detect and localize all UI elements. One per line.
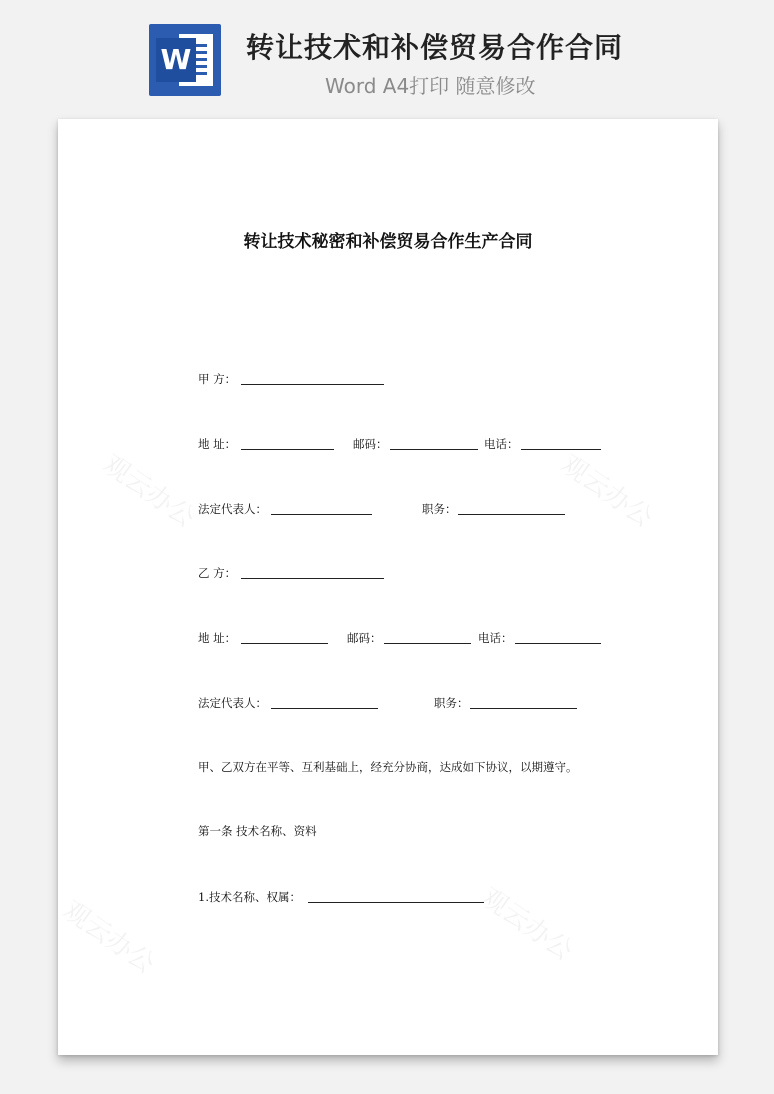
banner-subtitle: Word A4打印 随意修改 bbox=[325, 74, 536, 98]
watermark: 观云办公 bbox=[555, 449, 658, 534]
party-a-postcode-label: 邮码： bbox=[353, 437, 388, 451]
party-a-postcode-blank[interactable] bbox=[390, 449, 478, 450]
party-a-blank[interactable] bbox=[241, 384, 384, 385]
party-b-position-label: 职务： bbox=[434, 696, 469, 710]
party-b-phone-blank[interactable] bbox=[515, 643, 601, 644]
party-b-address-blank[interactable] bbox=[241, 643, 328, 644]
banner-title: 转让技术和补偿贸易合作合同 bbox=[246, 31, 624, 64]
document-title: 转让技术秘密和补偿贸易合作生产合同 bbox=[243, 232, 533, 252]
party-a-phone-label: 电话： bbox=[484, 437, 519, 451]
party-b-phone-label: 电话： bbox=[478, 631, 513, 645]
party-a-label: 甲 方： bbox=[198, 372, 237, 386]
watermark: 观云办公 bbox=[97, 449, 200, 534]
party-b-postcode-blank[interactable] bbox=[384, 643, 471, 644]
article-1-heading: 第一条 技术名称、资料 bbox=[198, 824, 317, 838]
party-b-position-blank[interactable] bbox=[470, 708, 577, 709]
party-b-address-label: 地 址： bbox=[198, 631, 237, 645]
word-letter: W bbox=[156, 38, 196, 82]
party-a-rep-label: 法定代表人： bbox=[198, 502, 267, 516]
word-document-icon bbox=[149, 24, 221, 96]
item-1-blank[interactable] bbox=[308, 902, 484, 903]
party-b-rep-blank[interactable] bbox=[271, 708, 378, 709]
document-page bbox=[58, 119, 718, 1055]
item-1-label: 1.技术名称、权属： bbox=[198, 890, 301, 904]
party-b-rep-label: 法定代表人： bbox=[198, 696, 267, 710]
watermark: 观云办公 bbox=[57, 895, 160, 980]
party-a-phone-blank[interactable] bbox=[521, 449, 601, 450]
banner bbox=[0, 0, 774, 110]
party-b-postcode-label: 邮码： bbox=[347, 631, 382, 645]
party-a-rep-blank[interactable] bbox=[271, 514, 372, 515]
party-a-position-blank[interactable] bbox=[458, 514, 565, 515]
party-a-address-label: 地 址： bbox=[198, 437, 237, 451]
watermark: 观云办公 bbox=[475, 882, 578, 967]
party-a-position-label: 职务： bbox=[422, 502, 457, 516]
party-b-label: 乙 方： bbox=[198, 566, 237, 580]
party-b-blank[interactable] bbox=[241, 578, 384, 579]
preamble-text: 甲、乙双方在平等、互利基础上，经充分协商，达成如下协议，以期遵守。 bbox=[198, 760, 578, 774]
party-a-address-blank[interactable] bbox=[241, 449, 334, 450]
